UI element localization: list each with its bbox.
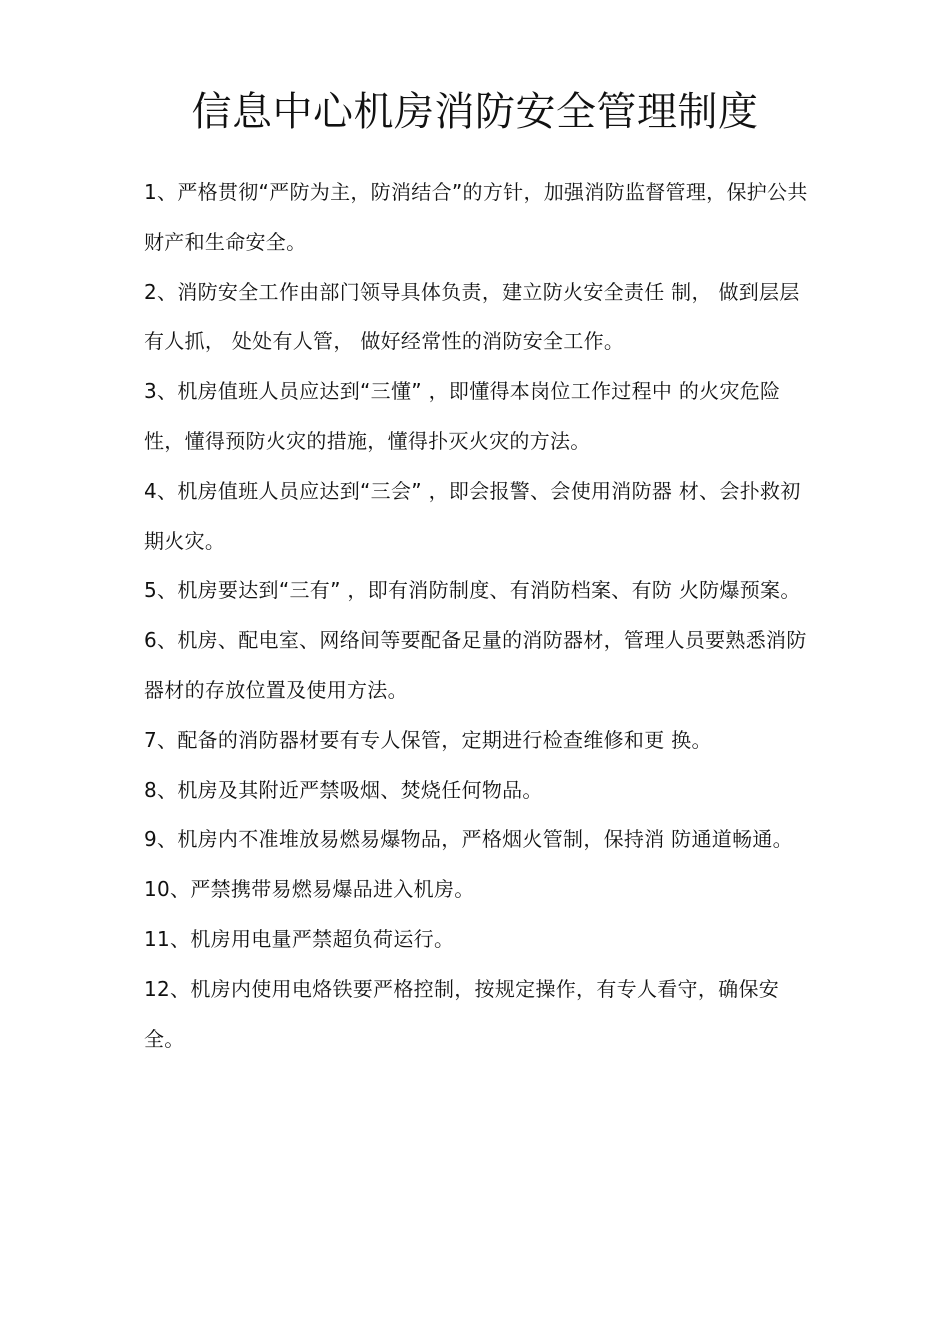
rules-list <box>144 168 814 1064</box>
rule-item: 8、机房及其附近严禁吸烟、焚烧任何物品。 <box>144 777 543 802</box>
rule-item: 6、机房、配电室、网络间等要配备足量的消防器材，管理人员要熟悉消防器材的存放位置及使用方法。 <box>144 628 807 702</box>
rule-item: 4、机房值班人员应达到“三会” ，即会报警、会使用消防器 材、会扑救初期火灾。 <box>144 478 801 553</box>
rule-item: 12、机房内使用电烙铁要严格控制，按规定操作，有专人看守，确保安全。 <box>144 976 780 1051</box>
rule-item: 9、机房内不准堆放易燃易爆物品，严格烟火管制，保持消 防通道畅通。 <box>144 827 793 852</box>
rule-item: 1、严格贯彻“严防为主，防消结合”的方针，加强消防监督管理，保护公共财产和生命安全。 <box>144 180 808 254</box>
rule-item: 7、配备的消防器材要有专人保管，定期进行检查维修和更 换。 <box>144 727 712 752</box>
rule-item: 11、机房用电量严禁超负荷运行。 <box>144 926 455 951</box>
rule-item: 3、机房值班人员应达到“三懂” ，即懂得本岗位工作过程中 的火灾危险性，懂得预防火灾的措施，懂得扑灭火灾的方法。 <box>144 379 781 453</box>
document-title: 信息中心机房消防安全管理制度 <box>191 89 759 135</box>
rule-item: 10、严禁携带易燃易爆品进入机房。 <box>144 877 475 902</box>
rule-item: 2、消防安全工作由部门领导具体负责，建立防火安全责任 制， 做到层层有人抓， 处处有人管， 做好经常性的消防安全工作。 <box>144 279 800 354</box>
rule-item: 5、机房要达到“三有” ，即有消防制度、有消防档案、有防 火防爆预案。 <box>144 578 801 603</box>
